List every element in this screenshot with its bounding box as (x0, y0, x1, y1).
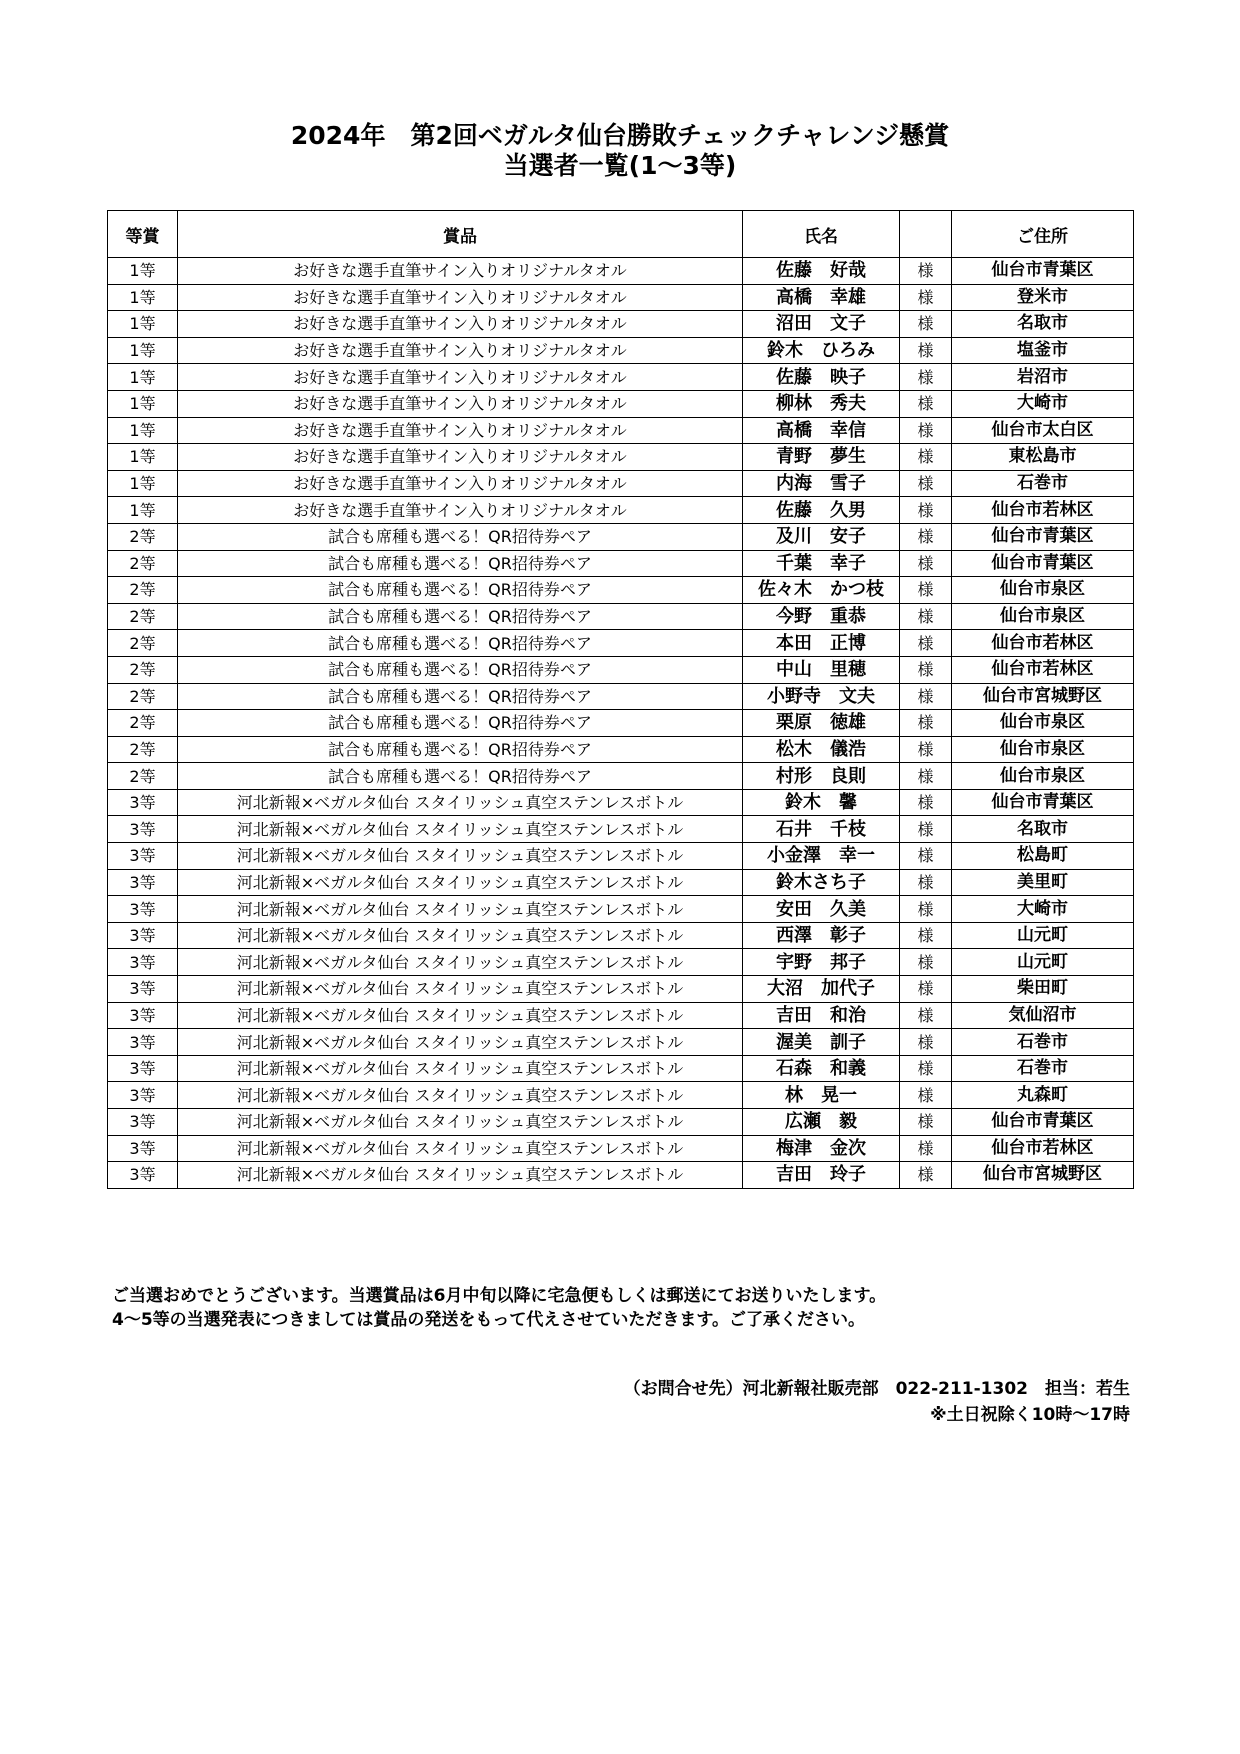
rank-cell: 1等 (108, 470, 178, 497)
table-row (108, 284, 1134, 311)
address-cell: 大崎市 (952, 896, 1134, 923)
prize-cell: お好きな選手直筆サイン入りオリジナルタオル (178, 364, 743, 391)
prize-cell: 河北新報×ベガルタ仙台 スタイリッシュ真空ステンレスボトル (178, 1109, 743, 1136)
name-cell: 石井 千枝 (743, 816, 900, 843)
address-cell: 仙台市宮城野区 (952, 683, 1134, 710)
honorific-cell: 様 (900, 1109, 952, 1136)
name-cell: 安田 久美 (743, 896, 900, 923)
honorific-cell: 様 (900, 603, 952, 630)
prize-cell: お好きな選手直筆サイン入りオリジナルタオル (178, 470, 743, 497)
table-row (108, 949, 1134, 976)
table-row (108, 390, 1134, 417)
rank-cell: 3等 (108, 1029, 178, 1056)
prize-cell: お好きな選手直筆サイン入りオリジナルタオル (178, 497, 743, 524)
rank-cell: 2等 (108, 550, 178, 577)
rank-cell: 3等 (108, 1109, 178, 1136)
table-row (108, 710, 1134, 737)
prize-cell: 試合も席種も選べる！QR招待券ペア (178, 683, 743, 710)
address-cell: 松島町 (952, 843, 1134, 870)
name-cell: 栗原 徳雄 (743, 710, 900, 737)
address-cell: 名取市 (952, 311, 1134, 338)
name-cell: 佐藤 映子 (743, 364, 900, 391)
honorific-cell: 様 (900, 816, 952, 843)
address-cell: 気仙沼市 (952, 1002, 1134, 1029)
header-rank: 等賞 (108, 211, 178, 258)
prize-cell: 河北新報×ベガルタ仙台 スタイリッシュ真空ステンレスボトル (178, 1082, 743, 1109)
name-cell: 鈴木 ひろみ (743, 337, 900, 364)
name-cell: 佐藤 好哉 (743, 258, 900, 285)
address-cell: 山元町 (952, 949, 1134, 976)
document-title: 2024年 第2回ベガルタ仙台勝敗チェックチャレンジ懸賞 (290, 121, 950, 150)
prize-cell: 河北新報×ベガルタ仙台 スタイリッシュ真空ステンレスボトル (178, 896, 743, 923)
prize-cell: お好きな選手直筆サイン入りオリジナルタオル (178, 417, 743, 444)
name-cell: 松木 儀浩 (743, 736, 900, 763)
rank-cell: 1等 (108, 337, 178, 364)
address-cell: 柴田町 (952, 976, 1134, 1003)
honorific-cell: 様 (900, 1162, 952, 1189)
rank-cell: 1等 (108, 417, 178, 444)
prize-cell: お好きな選手直筆サイン入りオリジナルタオル (178, 337, 743, 364)
table-row (108, 683, 1134, 710)
rank-cell: 3等 (108, 1082, 178, 1109)
rank-cell: 3等 (108, 976, 178, 1003)
honorific-cell: 様 (900, 1055, 952, 1082)
announcement-note: 4～5等の当選発表につきましては賞品の発送をもって代えさせていただきます。ご了承ください。 (112, 1310, 865, 1330)
honorific-cell: 様 (900, 550, 952, 577)
honorific-cell: 様 (900, 470, 952, 497)
name-cell: 鈴木さち子 (743, 869, 900, 896)
name-cell: 吉田 玲子 (743, 1162, 900, 1189)
address-cell: 仙台市若林区 (952, 656, 1134, 683)
address-cell: 仙台市泉区 (952, 577, 1134, 604)
document-subtitle: 当選者一覧(1～3等) (503, 151, 737, 180)
honorific-cell: 様 (900, 577, 952, 604)
address-cell: 塩釜市 (952, 337, 1134, 364)
header-name: 氏名 (743, 211, 900, 258)
address-cell: 仙台市太白区 (952, 417, 1134, 444)
address-cell: 仙台市泉区 (952, 603, 1134, 630)
rank-cell: 3等 (108, 1135, 178, 1162)
table-row (108, 630, 1134, 657)
honorific-cell: 様 (900, 896, 952, 923)
table-row (108, 364, 1134, 391)
rank-cell: 3等 (108, 896, 178, 923)
table-row (108, 896, 1134, 923)
address-cell: 仙台市青葉区 (952, 550, 1134, 577)
rank-cell: 3等 (108, 1002, 178, 1029)
name-cell: 佐々木 かつ枝 (743, 577, 900, 604)
address-cell: 登米市 (952, 284, 1134, 311)
rank-cell: 2等 (108, 763, 178, 790)
name-cell: 内海 雪子 (743, 470, 900, 497)
rank-cell: 1等 (108, 284, 178, 311)
name-cell: 鈴木 馨 (743, 789, 900, 816)
rank-cell: 3等 (108, 789, 178, 816)
name-cell: 林 晃一 (743, 1082, 900, 1109)
prize-cell: お好きな選手直筆サイン入りオリジナルタオル (178, 258, 743, 285)
address-cell: 美里町 (952, 869, 1134, 896)
prize-cell: 河北新報×ベガルタ仙台 スタイリッシュ真空ステンレスボトル (178, 949, 743, 976)
name-cell: 中山 里穂 (743, 656, 900, 683)
table-row (108, 1002, 1134, 1029)
rank-cell: 2等 (108, 523, 178, 550)
honorific-cell: 様 (900, 417, 952, 444)
prize-cell: 河北新報×ベガルタ仙台 スタイリッシュ真空ステンレスボトル (178, 1162, 743, 1189)
table-row (108, 816, 1134, 843)
table-row (108, 337, 1134, 364)
address-cell: 仙台市泉区 (952, 763, 1134, 790)
table-row (108, 1135, 1134, 1162)
honorific-cell: 様 (900, 444, 952, 471)
honorific-cell: 様 (900, 630, 952, 657)
name-cell: 西澤 彰子 (743, 922, 900, 949)
table-row (108, 550, 1134, 577)
table-row (108, 763, 1134, 790)
rank-cell: 2等 (108, 736, 178, 763)
rank-cell: 3等 (108, 816, 178, 843)
name-cell: 本田 正博 (743, 630, 900, 657)
rank-cell: 2等 (108, 656, 178, 683)
prize-cell: お好きな選手直筆サイン入りオリジナルタオル (178, 444, 743, 471)
prize-cell: 河北新報×ベガルタ仙台 スタイリッシュ真空ステンレスボトル (178, 789, 743, 816)
rank-cell: 3等 (108, 843, 178, 870)
address-cell: 岩沼市 (952, 364, 1134, 391)
honorific-cell: 様 (900, 789, 952, 816)
prize-cell: お好きな選手直筆サイン入りオリジナルタオル (178, 311, 743, 338)
name-cell: 村形 良則 (743, 763, 900, 790)
prize-cell: 試合も席種も選べる！QR招待券ペア (178, 710, 743, 737)
table-row (108, 843, 1134, 870)
winners-table-header (108, 211, 1134, 258)
prize-cell: 河北新報×ベガルタ仙台 スタイリッシュ真空ステンレスボトル (178, 1055, 743, 1082)
name-cell: 渥美 訓子 (743, 1029, 900, 1056)
prize-cell: 試合も席種も選べる！QR招待券ペア (178, 763, 743, 790)
prize-cell: 試合も席種も選べる！QR招待券ペア (178, 736, 743, 763)
rank-cell: 1等 (108, 258, 178, 285)
table-row (108, 258, 1134, 285)
name-cell: 柳林 秀夫 (743, 390, 900, 417)
rank-cell: 3等 (108, 922, 178, 949)
prize-cell: 河北新報×ベガルタ仙台 スタイリッシュ真空ステンレスボトル (178, 1135, 743, 1162)
address-cell: 仙台市泉区 (952, 736, 1134, 763)
name-cell: 青野 夢生 (743, 444, 900, 471)
prize-cell: 試合も席種も選べる！QR招待券ペア (178, 523, 743, 550)
table-row (108, 444, 1134, 471)
prize-cell: 試合も席種も選べる！QR招待券ペア (178, 603, 743, 630)
table-row (108, 470, 1134, 497)
contact-info: （お問合せ先）河北新報社販売部 022-211-1302 担当：若生 (623, 1379, 1130, 1399)
rank-cell: 2等 (108, 603, 178, 630)
name-cell: 沼田 文子 (743, 311, 900, 338)
prize-cell: お好きな選手直筆サイン入りオリジナルタオル (178, 284, 743, 311)
name-cell: 大沼 加代子 (743, 976, 900, 1003)
prize-cell: 試合も席種も選べる！QR招待券ペア (178, 630, 743, 657)
header-row (108, 211, 1134, 258)
rank-cell: 2等 (108, 577, 178, 604)
prize-cell: 河北新報×ベガルタ仙台 スタイリッシュ真空ステンレスボトル (178, 843, 743, 870)
honorific-cell: 様 (900, 683, 952, 710)
table-row (108, 1162, 1134, 1189)
honorific-cell: 様 (900, 1029, 952, 1056)
winners-table (107, 210, 1134, 1189)
prize-cell: 河北新報×ベガルタ仙台 スタイリッシュ真空ステンレスボトル (178, 922, 743, 949)
honorific-cell: 様 (900, 284, 952, 311)
rank-cell: 3等 (108, 949, 178, 976)
address-cell: 仙台市青葉区 (952, 1109, 1134, 1136)
table-row (108, 603, 1134, 630)
table-row (108, 869, 1134, 896)
prize-cell: 試合も席種も選べる！QR招待券ペア (178, 550, 743, 577)
honorific-cell: 様 (900, 949, 952, 976)
address-cell: 仙台市宮城野区 (952, 1162, 1134, 1189)
table-row (108, 1109, 1134, 1136)
prize-cell: 試合も席種も選べる！QR招待券ペア (178, 577, 743, 604)
honorific-cell: 様 (900, 523, 952, 550)
rank-cell: 2等 (108, 710, 178, 737)
table-row (108, 922, 1134, 949)
address-cell: 名取市 (952, 816, 1134, 843)
honorific-cell: 様 (900, 976, 952, 1003)
address-cell: 石巻市 (952, 1029, 1134, 1056)
rank-cell: 1等 (108, 444, 178, 471)
name-cell: 小金澤 幸一 (743, 843, 900, 870)
rank-cell: 1等 (108, 311, 178, 338)
honorific-cell: 様 (900, 656, 952, 683)
honorific-cell: 様 (900, 258, 952, 285)
rank-cell: 1等 (108, 390, 178, 417)
table-row (108, 523, 1134, 550)
address-cell: 仙台市泉区 (952, 710, 1134, 737)
name-cell: 小野寺 文夫 (743, 683, 900, 710)
honorific-cell: 様 (900, 922, 952, 949)
address-cell: 石巻市 (952, 470, 1134, 497)
name-cell: 千葉 幸子 (743, 550, 900, 577)
honorific-cell: 様 (900, 390, 952, 417)
honorific-cell: 様 (900, 337, 952, 364)
address-cell: 仙台市若林区 (952, 630, 1134, 657)
rank-cell: 3等 (108, 869, 178, 896)
table-row (108, 1082, 1134, 1109)
name-cell: 及川 安子 (743, 523, 900, 550)
address-cell: 仙台市青葉区 (952, 258, 1134, 285)
table-row (108, 311, 1134, 338)
rank-cell: 1等 (108, 497, 178, 524)
address-cell: 東松島市 (952, 444, 1134, 471)
prize-cell: 河北新報×ベガルタ仙台 スタイリッシュ真空ステンレスボトル (178, 976, 743, 1003)
address-cell: 大崎市 (952, 390, 1134, 417)
address-cell: 仙台市若林区 (952, 497, 1134, 524)
rank-cell: 2等 (108, 683, 178, 710)
congratulation-note: ご当選おめでとうございます。当選賞品は6月中旬以降に宅急便もしくは郵送にてお送りいたします。 (112, 1286, 887, 1306)
rank-cell: 3等 (108, 1055, 178, 1082)
table-row (108, 1055, 1134, 1082)
honorific-cell: 様 (900, 736, 952, 763)
rank-cell: 3等 (108, 1162, 178, 1189)
honorific-cell: 様 (900, 843, 952, 870)
honorific-cell: 様 (900, 497, 952, 524)
honorific-cell: 様 (900, 1135, 952, 1162)
honorific-cell: 様 (900, 763, 952, 790)
name-cell: 宇野 邦子 (743, 949, 900, 976)
table-row (108, 656, 1134, 683)
rank-cell: 1等 (108, 364, 178, 391)
table-row (108, 976, 1134, 1003)
header-honorific (900, 211, 952, 258)
prize-cell: 河北新報×ベガルタ仙台 スタイリッシュ真空ステンレスボトル (178, 1029, 743, 1056)
address-cell: 仙台市青葉区 (952, 789, 1134, 816)
prize-cell: 河北新報×ベガルタ仙台 スタイリッシュ真空ステンレスボトル (178, 1002, 743, 1029)
address-cell: 仙台市青葉区 (952, 523, 1134, 550)
table-row (108, 789, 1134, 816)
table-row (108, 417, 1134, 444)
address-cell: 石巻市 (952, 1055, 1134, 1082)
prize-cell: 河北新報×ベガルタ仙台 スタイリッシュ真空ステンレスボトル (178, 816, 743, 843)
honorific-cell: 様 (900, 311, 952, 338)
name-cell: 吉田 和治 (743, 1002, 900, 1029)
header-prize: 賞品 (178, 211, 743, 258)
honorific-cell: 様 (900, 869, 952, 896)
winners-table-body (108, 258, 1134, 1189)
prize-cell: お好きな選手直筆サイン入りオリジナルタオル (178, 390, 743, 417)
address-cell: 山元町 (952, 922, 1134, 949)
address-cell: 丸森町 (952, 1082, 1134, 1109)
contact-hours: ※土日祝除く10時～17時 (930, 1405, 1130, 1425)
honorific-cell: 様 (900, 710, 952, 737)
table-row (108, 497, 1134, 524)
table-row (108, 577, 1134, 604)
name-cell: 佐藤 久男 (743, 497, 900, 524)
honorific-cell: 様 (900, 364, 952, 391)
name-cell: 高橋 幸信 (743, 417, 900, 444)
name-cell: 今野 重恭 (743, 603, 900, 630)
prize-cell: 試合も席種も選べる！QR招待券ペア (178, 656, 743, 683)
name-cell: 広瀬 毅 (743, 1109, 900, 1136)
table-row (108, 736, 1134, 763)
honorific-cell: 様 (900, 1002, 952, 1029)
table-row (108, 1029, 1134, 1056)
header-address: ご住所 (952, 211, 1134, 258)
address-cell: 仙台市若林区 (952, 1135, 1134, 1162)
prize-cell: 河北新報×ベガルタ仙台 スタイリッシュ真空ステンレスボトル (178, 869, 743, 896)
rank-cell: 2等 (108, 630, 178, 657)
name-cell: 高橋 幸雄 (743, 284, 900, 311)
name-cell: 石森 和義 (743, 1055, 900, 1082)
name-cell: 梅津 金次 (743, 1135, 900, 1162)
honorific-cell: 様 (900, 1082, 952, 1109)
